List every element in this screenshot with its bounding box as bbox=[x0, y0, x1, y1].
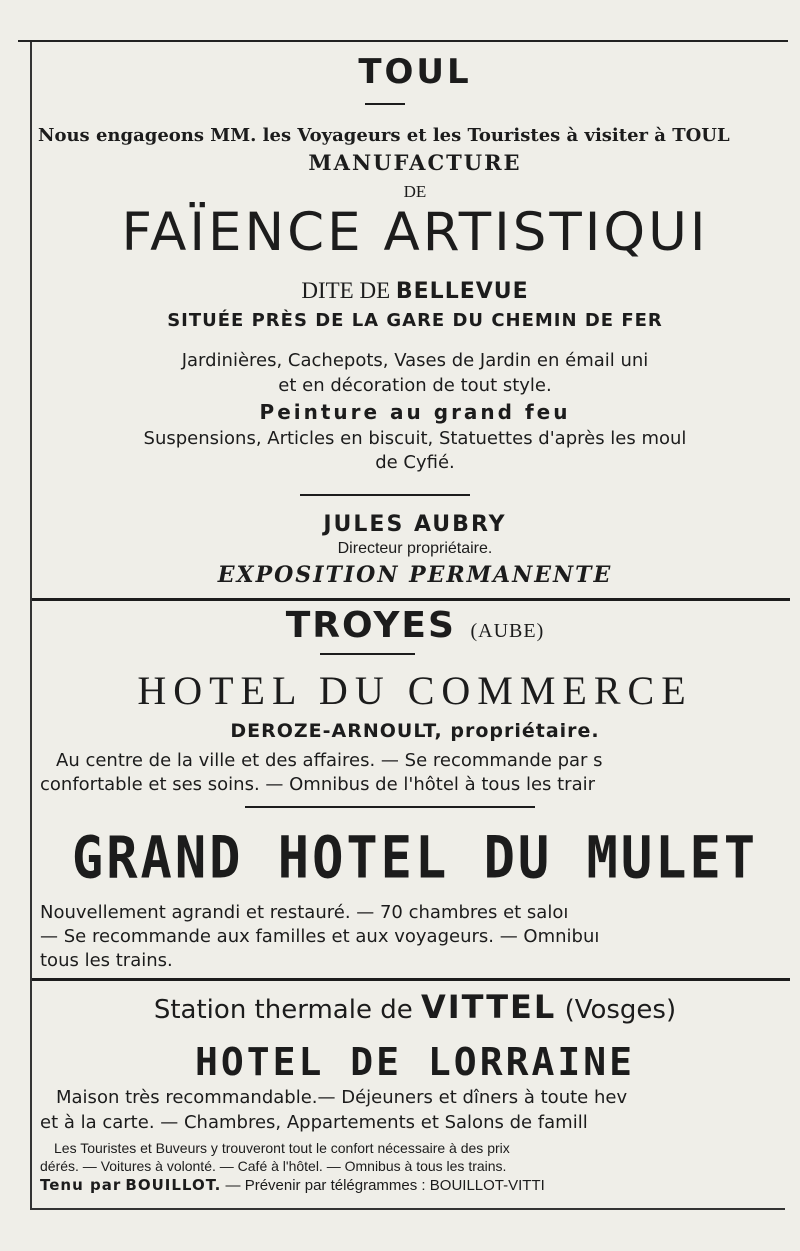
divider bbox=[365, 103, 405, 105]
lorraine-description-2: et à la carte. — Chambres, Appartements et Salons de famill bbox=[40, 1112, 588, 1133]
dite-line bbox=[32, 278, 798, 304]
suspensions-line-1: Suspensions, Articles en biscuit, Statuettes d'après les moul bbox=[143, 428, 687, 449]
director-name: JULES AUBRY bbox=[323, 512, 507, 537]
tenu-suffix: — Prévenir par télégrammes : BOUILLOT-VITTI bbox=[225, 1177, 545, 1194]
divider bbox=[245, 806, 535, 808]
station-prefix: Station thermale de bbox=[153, 995, 413, 1025]
hotel-lorraine-heading: HOTEL DE LORRAINE bbox=[195, 1040, 635, 1084]
products-line-2: et en décoration de tout style. bbox=[278, 375, 552, 396]
divider bbox=[320, 653, 415, 655]
section-divider bbox=[32, 598, 790, 601]
director-title: Directeur propriétaire. bbox=[337, 540, 493, 557]
suspensions-line-2: de Cyfié. bbox=[375, 452, 455, 473]
bellevue-name: BELLEVUE bbox=[395, 279, 529, 304]
troyes-region: (AUBE) bbox=[470, 620, 545, 642]
toul-heading: TOUL bbox=[358, 52, 472, 92]
lorraine-description-1: Maison très recommandable.— Déjeuners et dîners à toute hev bbox=[56, 1087, 628, 1108]
mulet-description-2: — Se recommande aux familles et aux voyageurs. — Omnibuı bbox=[40, 926, 600, 947]
tenu-name: BOUILLOT. bbox=[125, 1176, 222, 1194]
manufacture-heading: MANUFACTURE bbox=[308, 150, 522, 175]
mulet-description-1: Nouvellement agrandi et restauré. — 70 chambres et saloı bbox=[40, 902, 569, 923]
hotel-commerce-heading: HOTEL DU COMMERCE bbox=[137, 668, 693, 713]
hotel-commerce-description-2: confortable et ses soins. — Omnibus de l'hôtel à tous les trair bbox=[40, 774, 596, 795]
mulet-description-3: tous les trains. bbox=[40, 950, 173, 971]
lorraine-tourists-2: dérés. — Voitures à volonté. — Café à l'hôtel. — Omnibus à tous les trains. bbox=[40, 1158, 507, 1174]
exposition-line: EXPOSITION PERMANENTE bbox=[217, 562, 613, 588]
page-border-bottom bbox=[30, 1208, 785, 1210]
dite-prefix: DITE DE bbox=[301, 278, 391, 303]
troyes-heading bbox=[32, 605, 798, 646]
de-label: DE bbox=[403, 182, 427, 201]
situee-line: SITUÉE PRÈS DE LA GARE DU CHEMIN DE FER bbox=[167, 310, 663, 331]
vittel-region: (Vosges) bbox=[564, 995, 677, 1025]
vittel-city: VITTEL bbox=[420, 988, 557, 1026]
toul-invitation: Nous engageons MM. les Voyageurs et les Touristes à visiter à TOUL bbox=[38, 125, 730, 146]
grand-hotel-mulet-heading: GRAND HOTEL DU MULET bbox=[71, 825, 759, 893]
vittel-heading bbox=[32, 988, 798, 1026]
section-divider bbox=[32, 978, 790, 981]
faience-heading: FAÏENCE ARTISTIQUI bbox=[121, 202, 709, 263]
peinture-line: Peinture au grand feu bbox=[259, 400, 571, 424]
tenu-prefix: Tenu par bbox=[40, 1176, 122, 1194]
lorraine-tourists-1: Les Touristes et Buveurs y trouveront tout le confort nécessaire à des prix bbox=[54, 1140, 510, 1156]
troyes-city: TROYES bbox=[285, 605, 456, 646]
hotel-commerce-owner: DEROZE-ARNOULT, propriétaire. bbox=[230, 720, 600, 742]
page-border-top bbox=[18, 40, 788, 42]
hotel-commerce-description-1: Au centre de la ville et des affaires. — Se recommande par s bbox=[56, 750, 603, 771]
lorraine-tenu-line bbox=[40, 1176, 800, 1194]
divider bbox=[300, 494, 470, 496]
products-line-1: Jardinières, Cachepots, Vases de Jardin en émail uni bbox=[181, 350, 649, 371]
